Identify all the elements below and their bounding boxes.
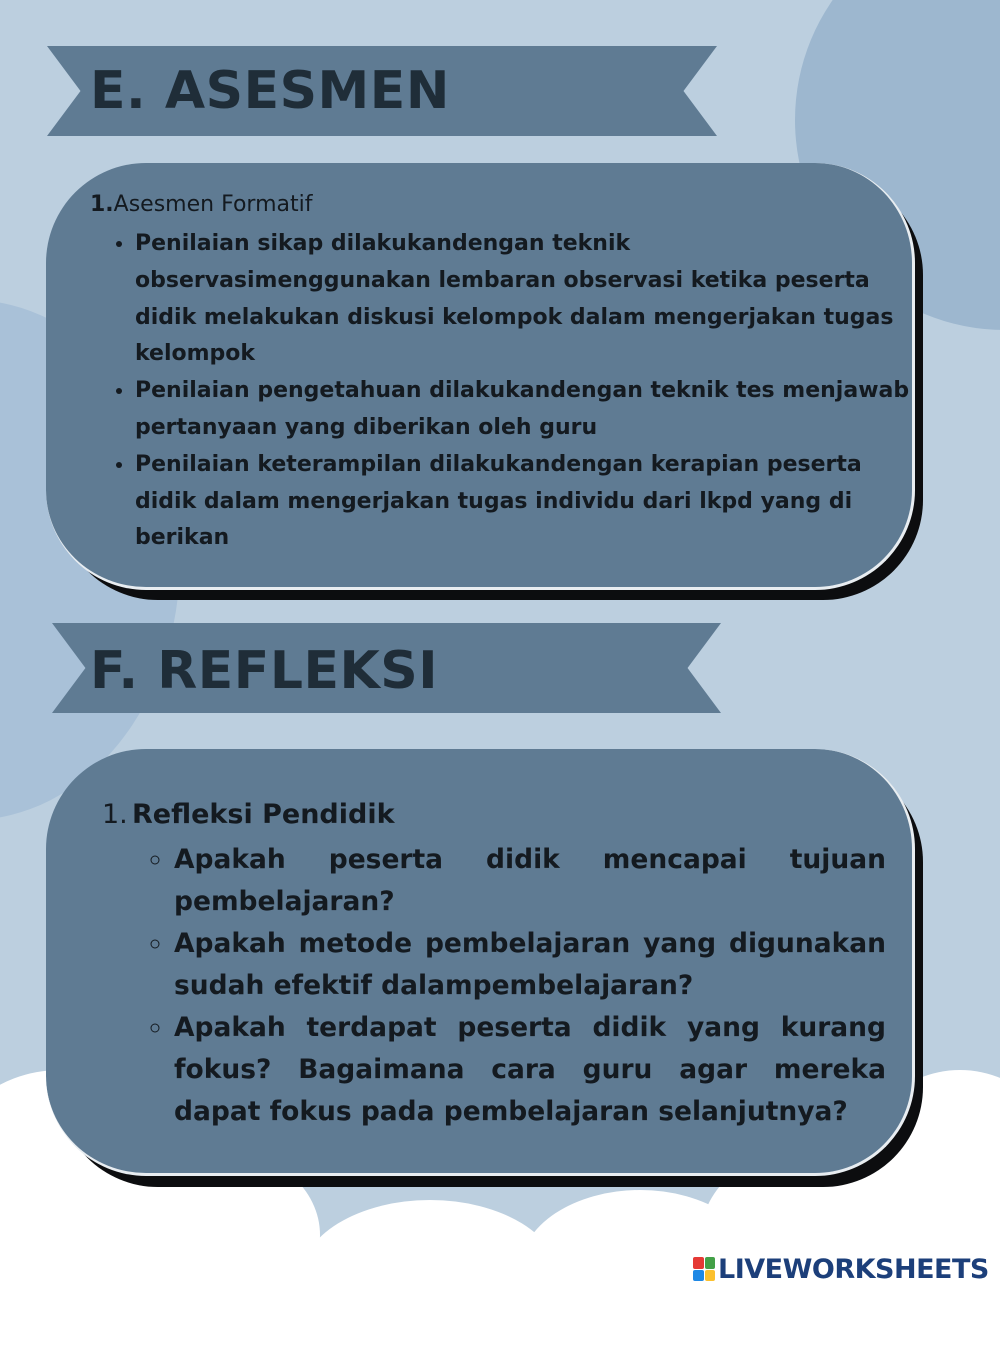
asesmen-item: • Penilaian sikap dilakukandengan teknik observasimenggunakan lembaran observasi ketika peserta didik melakukan diskusi kelompok dalam mengerjakan tugas kelompok — [135, 226, 920, 373]
refleksi-heading-number: 1. — [102, 799, 128, 830]
asesmen-item: • Penilaian keterampilan dilakukandengan kerapian peserta didik dalam mengerjakan tugas individu dari lkpd yang di berikan — [135, 447, 920, 557]
refleksi-heading — [102, 795, 886, 835]
liveworksheets-logo[interactable] — [693, 1251, 989, 1287]
refleksi-list — [102, 839, 886, 1133]
liveworksheets-logo-icon — [693, 1257, 715, 1281]
logo-square-blue — [693, 1270, 704, 1282]
asesmen-content — [90, 190, 920, 557]
refleksi-content — [102, 795, 886, 1133]
asesmen-heading-number: 1. — [90, 192, 114, 217]
refleksi-title: F. REFLEKSI — [90, 641, 439, 701]
refleksi-item: ◦ Apakah peserta didik mencapai tujuan pembelajaran? — [174, 839, 886, 923]
asesmen-title: E. ASESMEN — [90, 61, 450, 121]
refleksi-heading-text: Refleksi Pendidik — [132, 799, 395, 830]
logo-square-red — [693, 1257, 704, 1269]
refleksi-item: ◦ Apakah metode pembelajaran yang digunakan sudah efektif dalampembelajaran? — [174, 923, 886, 1007]
asesmen-heading — [90, 190, 920, 220]
logo-square-yellow — [705, 1270, 716, 1282]
logo-square-green — [705, 1257, 716, 1269]
asesmen-list — [90, 226, 920, 557]
asesmen-item: • Penilaian pengetahuan dilakukandengan teknik tes menjawab pertanyaan yang diberikan oleh guru — [135, 373, 920, 447]
asesmen-heading-text: Asesmen Formatif — [113, 192, 313, 217]
refleksi-item: ◦ Apakah terdapat peserta didik yang kurang fokus? Bagaimana cara guru agar mereka dapat fokus pada pembelajaran selanjutnya? — [174, 1007, 886, 1133]
logo-text: LIVEWORKSHEETS — [718, 1253, 989, 1285]
